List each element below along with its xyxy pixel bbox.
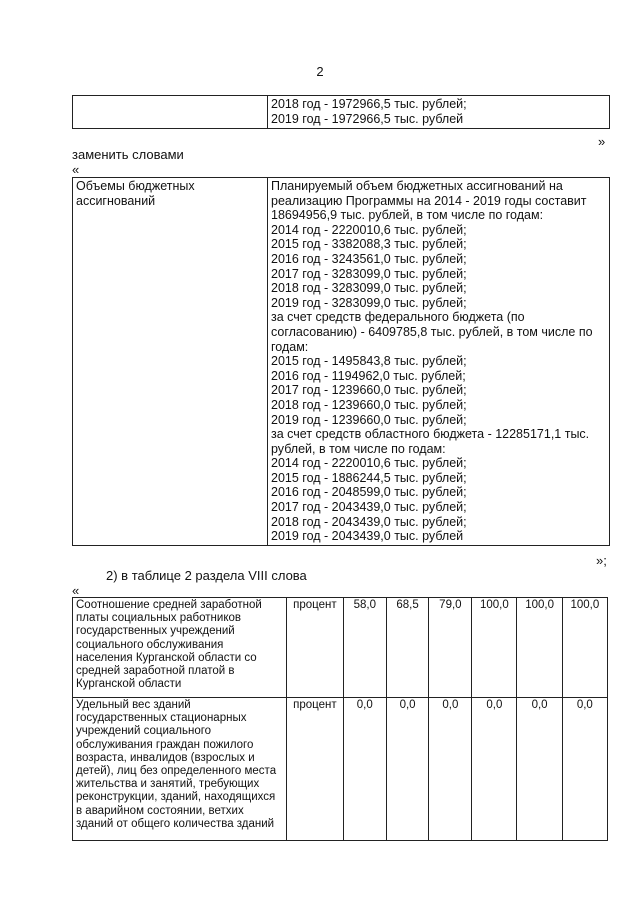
indicator-name-line: реконструкции, зданий, находящихся (76, 791, 276, 804)
open-quote: « (72, 583, 80, 598)
indicator-table (72, 597, 608, 841)
section-text: 2) в таблице 2 раздела VIII слова (106, 568, 307, 583)
budget-line: 2016 год - 2048599,0 тыс. рублей; (271, 485, 467, 500)
value-cell: 0,0 (343, 698, 386, 841)
indicator-name-cell (73, 598, 287, 698)
budget-line: 2018 год - 1239660,0 тыс. рублей; (271, 397, 467, 412)
indicator-name-line: государственных учреждений (76, 625, 235, 638)
budget-label: Объемы бюджетных ассигнований (76, 179, 195, 208)
indicator-name-line: Соотношение средней заработной (76, 599, 262, 611)
budget-line: 18694956,9 тыс. рублей, в том числе по годам: (271, 208, 544, 223)
indicator-row (73, 598, 608, 698)
value-cell: 68,5 (386, 598, 429, 698)
indicator-name-cell (73, 698, 287, 841)
budget-line: 2018 год - 3283099,0 тыс. рублей; (271, 281, 467, 296)
budget-line: 2018 год - 1972966,5 тыс. рублей; (271, 97, 467, 111)
budget-line: 2019 год - 1239660,0 тыс. рублей; (271, 412, 467, 427)
replace-phrase: заменить словами (72, 147, 184, 162)
budget-label-cell (73, 178, 268, 546)
open-quote: « (72, 162, 80, 177)
value-cell: 0,0 (429, 698, 472, 841)
budget-line: согласованию) - 6409785,8 тыс. рублей, в том числе по (271, 324, 593, 339)
budget-line: за счет средств федерального бюджета (по (271, 310, 525, 325)
indicator-name-line: государственных стационарных (76, 712, 247, 725)
empty-label-cell (73, 96, 268, 129)
budget-line: 2016 год - 3243561,0 тыс. рублей; (271, 251, 467, 266)
value-cell: 100,0 (472, 598, 517, 698)
budget-line: 2017 год - 2043439,0 тыс. рублей; (271, 500, 467, 515)
indicator-name-line: в аварийном состоянии, ветхих (76, 804, 244, 817)
page-number: 2 (316, 64, 324, 79)
budget-table-new (72, 177, 610, 546)
value-cell: 100,0 (562, 598, 607, 698)
indicator-name-line: Курганской области (76, 678, 182, 691)
indicator-name-line: жительства и занятий, требующих (76, 778, 260, 791)
close-quote: »; (596, 553, 607, 568)
budget-line: 2017 год - 1239660,0 тыс. рублей; (271, 383, 467, 398)
value-cell: 79,0 (429, 598, 472, 698)
indicator-name-line: платы социальных работников (76, 612, 241, 625)
indicator-name-line: социального обслуживания (76, 638, 224, 651)
value-cell: 0,0 (517, 698, 562, 841)
indicator-name-line: детей), лиц без определенного места (76, 765, 277, 778)
unit-cell: процент (286, 598, 343, 698)
budget-line: 2015 год - 1495843,8 тыс. рублей; (271, 354, 467, 369)
budget-table-old (72, 95, 610, 129)
budget-line: 2017 год - 3283099,0 тыс. рублей; (271, 266, 467, 281)
budget-line: 2019 год - 1972966,5 тыс. рублей (271, 111, 464, 126)
indicator-row (73, 698, 608, 841)
budget-line: 2015 год - 3382088,3 тыс. рублей; (271, 237, 467, 252)
indicator-name-line: средней заработной платой в (76, 665, 235, 678)
indicator-name-line: возраста, инвалидов (взрослых и (76, 751, 255, 764)
budget-values-cell (268, 178, 610, 546)
budget-line: 2019 год - 3283099,0 тыс. рублей; (271, 295, 467, 310)
value-cell: 0,0 (562, 698, 607, 841)
value-cell: 0,0 (386, 698, 429, 841)
indicator-name-line: населения Курганской области со (76, 651, 257, 664)
value-cell: 100,0 (517, 598, 562, 698)
budget-line: реализацию Программы на 2014 - 2019 годы составит (271, 193, 587, 208)
value-cell: 0,0 (472, 698, 517, 841)
close-quote: » (598, 134, 606, 149)
indicator-name-line: зданий от общего количества зданий (76, 817, 275, 830)
budget-old-values-cell (268, 96, 610, 129)
indicator-name-line: обслуживания граждан пожилого (76, 738, 254, 751)
budget-line: 2016 год - 1194962,0 тыс. рублей; (271, 368, 466, 383)
budget-line: 2014 год - 2220010,6 тыс. рублей; (271, 222, 467, 237)
budget-line: 2015 год - 1886244,5 тыс. рублей; (271, 470, 467, 485)
value-cell: 58,0 (343, 598, 386, 698)
budget-line: за счет средств областного бюджета - 12285171,1 тыс. (271, 427, 590, 442)
unit-cell: процент (286, 698, 343, 841)
budget-line: Планируемый объем бюджетных ассигнований на (271, 179, 563, 193)
budget-line: 2018 год - 2043439,0 тыс. рублей; (271, 514, 467, 529)
indicator-name-line: учреждений социального (76, 725, 212, 738)
budget-line: рублей, в том числе по годам: (271, 441, 446, 456)
indicator-name-line: Удельный вес зданий (76, 699, 191, 711)
budget-line: 2019 год - 2043439,0 тыс. рублей (271, 529, 464, 544)
budget-line: 2014 год - 2220010,6 тыс. рублей; (271, 456, 467, 471)
budget-line: годам: (271, 339, 309, 354)
